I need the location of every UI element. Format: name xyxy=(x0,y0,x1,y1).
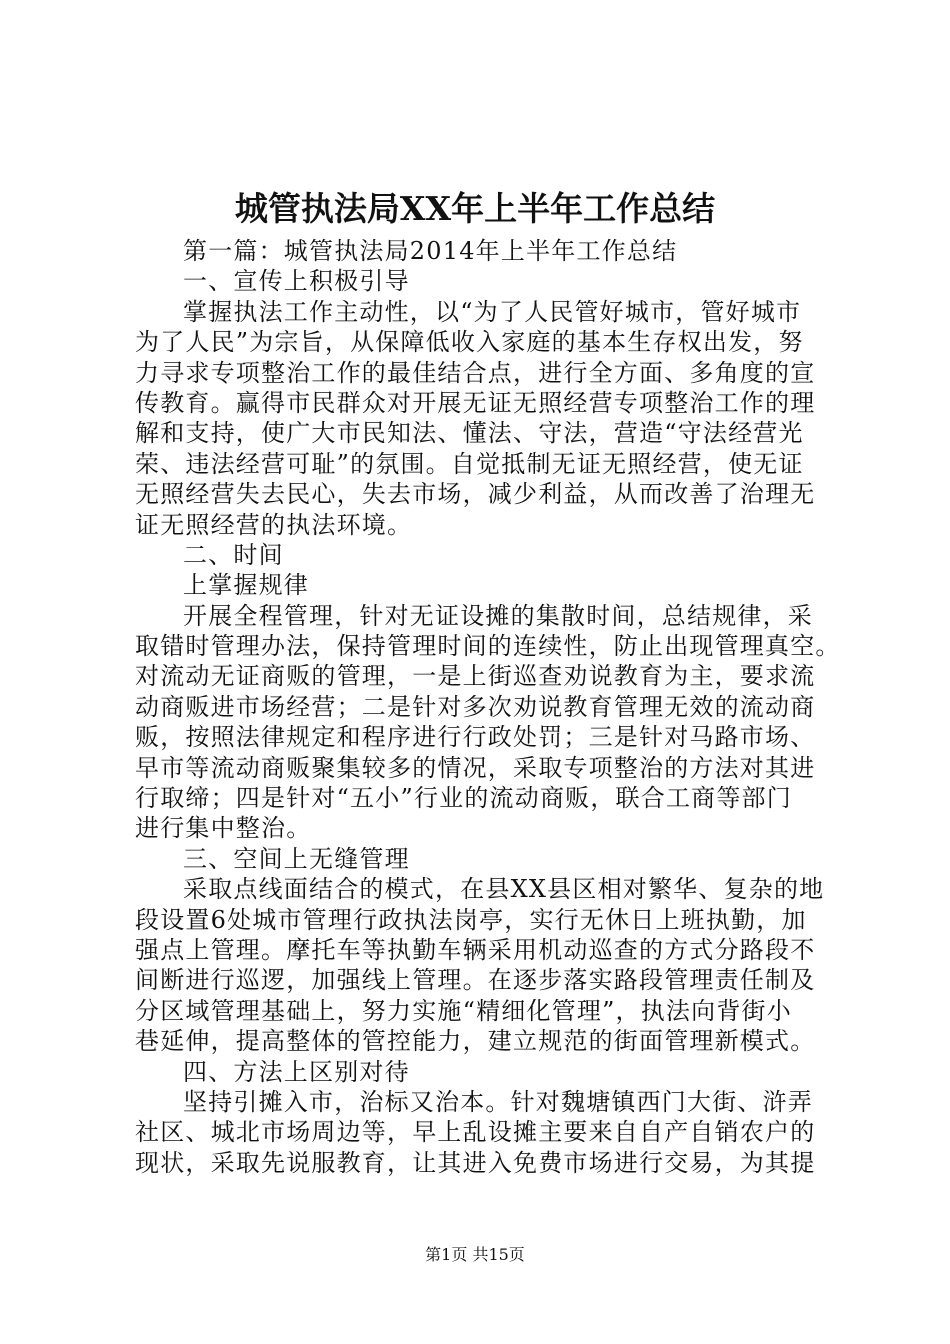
text-line: 力寻求专项整治工作的最佳结合点，进行全方面、多角度的宣 xyxy=(135,358,816,387)
text-line: 现状，采取先说服教育，让其进入免费市场进行交易，为其提 xyxy=(135,1148,816,1177)
text-line: 段设置6处城市管理行政执法岗亭，实行无休日上班执勤，加 xyxy=(135,905,807,934)
text-line: 取错时管理办法，保持管理时间的连续性，防止出现管理真空。 xyxy=(135,632,841,661)
text-line: 三、空间上无缝管理 xyxy=(183,844,410,873)
text-line: 二、时间 xyxy=(183,540,284,569)
text-line: 间断进行巡逻，加强线上管理。在逐步落实路段管理责任制及 xyxy=(135,966,816,995)
text-line: 坚持引摊入市，治标又治本。针对魏塘镇西门大街、浒弄 xyxy=(183,1087,813,1116)
text-line: 分区域管理基础上，努力实施“精细化管理”，执法向背街小 xyxy=(135,996,792,1025)
text-line: 一、宣传上积极引导 xyxy=(183,267,410,296)
text-line: 社区、城北市场周边等，早上乱设摊主要来自自产自销农户的 xyxy=(135,1118,816,1147)
text-line: 强点上管理。摩托车等执勤车辆采用机动巡查的方式分路段不 xyxy=(135,935,816,964)
text-line: 动商贩进市场经营；二是针对多次劝说教育管理无效的流动商 xyxy=(135,692,816,721)
document-body xyxy=(135,236,841,1178)
text-line: 传教育。赢得市民群众对开展无证无照经营专项整治工作的理 xyxy=(135,388,816,417)
text-line: 上掌握规律 xyxy=(183,571,309,600)
text-line: 掌握执法工作主动性，以“为了人民管好城市，管好城市 xyxy=(183,297,802,326)
text-line: 四、方法上区别对待 xyxy=(183,1057,410,1086)
text-line: 进行集中整治。 xyxy=(135,814,312,843)
text-line: 无照经营失去民心，失去市场，减少利益，从而改善了治理无 xyxy=(135,480,816,509)
text-line: 证无照经营的执法环境。 xyxy=(135,510,413,539)
text-line: 解和支持，使广大市民知法、懂法、守法，营造“守法经营光 xyxy=(135,419,804,448)
text-line: 对流动无证商贩的管理，一是上街巡查劝说教育为主，要求流 xyxy=(135,662,816,691)
text-line: 荣、违法经营可耻”的氛围。自觉抵制无证无照经营，使无证 xyxy=(135,449,804,478)
text-line: 为了人民”为宗旨，从保障低收入家庭的基本生存权出发，努 xyxy=(135,328,804,357)
document-title: 城管执法局XX年上半年工作总结 xyxy=(234,189,716,228)
text-line: 第一篇：城管执法局2014年上半年工作总结 xyxy=(183,237,678,265)
text-line: 早市等流动商贩聚集较多的情况，采取专项整治的方法对其进 xyxy=(135,753,816,782)
text-line: 采取点线面结合的模式，在县XX县区相对繁华、复杂的地 xyxy=(183,875,825,904)
text-line: 贩，按照法律规定和程序进行行政处罚；三是针对马路市场、 xyxy=(135,723,816,752)
text-line: 行取缔；四是针对“五小”行业的流动商贩，联合工商等部门 xyxy=(135,784,792,813)
page-footer: 第1页 共15页 xyxy=(425,1245,525,1264)
text-line: 巷延伸，提高整体的管控能力，建立规范的街面管理新模式。 xyxy=(135,1027,816,1056)
text-line: 开展全程管理，针对无证设摊的集散时间，总结规律，采 xyxy=(183,601,813,630)
